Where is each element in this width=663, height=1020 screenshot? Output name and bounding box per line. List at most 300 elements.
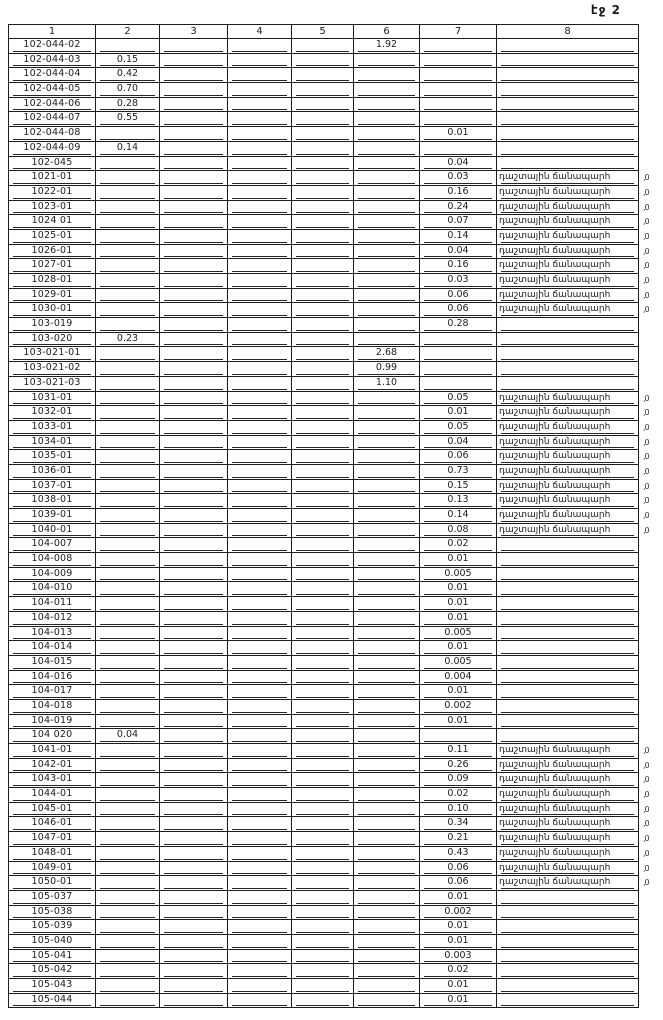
parcel-code-cell bbox=[8, 876, 96, 891]
cell-text: դաշտային ճանապարհ bbox=[499, 774, 611, 785]
cell-writing-line bbox=[296, 168, 349, 169]
cell-writing-line bbox=[296, 271, 349, 272]
parcel-code-cell bbox=[8, 421, 96, 436]
value-cell bbox=[228, 641, 292, 656]
cell-writing-line bbox=[13, 976, 91, 977]
cell-writing-line bbox=[232, 565, 287, 566]
cell-text: 104-008 bbox=[31, 553, 73, 565]
table-row bbox=[8, 817, 649, 832]
value-cell bbox=[292, 377, 354, 392]
cell-writing-line bbox=[501, 286, 634, 287]
cell-writing-line bbox=[501, 976, 634, 977]
cell-writing-line bbox=[358, 697, 415, 698]
table-row bbox=[8, 759, 649, 774]
cell-writing-line bbox=[358, 550, 415, 551]
cell-writing-line bbox=[501, 315, 634, 316]
cell-writing-line bbox=[358, 712, 415, 713]
cell-text: 0.55 bbox=[116, 112, 139, 124]
land-use-cell bbox=[497, 421, 639, 436]
area-value-cell bbox=[420, 318, 497, 333]
cell-writing-line bbox=[501, 844, 634, 845]
cell-writing-line bbox=[296, 579, 349, 580]
area-value-cell bbox=[420, 715, 497, 730]
cell-text: 104-011 bbox=[31, 597, 73, 609]
cell-writing-line bbox=[164, 124, 223, 125]
cell-writing-line bbox=[501, 785, 634, 786]
value-cell bbox=[160, 935, 228, 950]
cell-text: 0.14 bbox=[447, 229, 469, 241]
cell-writing-line bbox=[296, 976, 349, 977]
value-cell bbox=[354, 245, 420, 260]
area-value-cell bbox=[420, 171, 497, 186]
cell-writing-line bbox=[358, 227, 415, 228]
cell-text: 0.002 bbox=[444, 905, 472, 917]
cell-writing-line bbox=[100, 976, 155, 977]
cell-writing-line bbox=[296, 433, 349, 434]
cell-writing-line bbox=[501, 653, 634, 654]
parcel-code-cell bbox=[8, 98, 96, 113]
cell-writing-line bbox=[358, 814, 415, 815]
cell-text: 0.01 bbox=[447, 597, 469, 609]
cell-writing-line bbox=[100, 638, 155, 639]
land-use-cell bbox=[497, 112, 639, 127]
cell-writing-line bbox=[501, 198, 634, 199]
value-cell bbox=[354, 347, 420, 362]
cell-writing-line bbox=[13, 668, 91, 669]
cell-writing-line bbox=[164, 198, 223, 199]
table-row bbox=[8, 685, 649, 700]
cell-writing-line bbox=[296, 286, 349, 287]
table-row bbox=[8, 700, 649, 715]
cell-writing-line bbox=[296, 403, 349, 404]
cell-writing-line bbox=[424, 903, 492, 904]
value-cell bbox=[96, 392, 160, 407]
cell-writing-line bbox=[424, 491, 492, 492]
cell-writing-line bbox=[358, 682, 415, 683]
cell-writing-line bbox=[100, 359, 155, 360]
cell-text: դաշտային ճանապարհ bbox=[499, 421, 611, 432]
value-cell bbox=[160, 964, 228, 979]
value-cell bbox=[354, 333, 420, 348]
cell-writing-line bbox=[164, 344, 223, 345]
value-cell bbox=[354, 289, 420, 304]
cell-text: 102-044-02 bbox=[23, 39, 81, 50]
cell-writing-line bbox=[296, 535, 349, 536]
table-row bbox=[8, 847, 649, 862]
value-cell bbox=[292, 215, 354, 230]
cell-text: 1032-01 bbox=[31, 406, 73, 418]
cell-writing-line bbox=[358, 242, 415, 243]
value-cell bbox=[354, 83, 420, 98]
cell-writing-line bbox=[424, 154, 492, 155]
cell-text: 0.01 bbox=[447, 406, 469, 418]
area-value-cell bbox=[420, 671, 497, 686]
table-row bbox=[8, 436, 649, 451]
land-use-cell bbox=[497, 392, 639, 407]
value-cell bbox=[228, 259, 292, 274]
cell-writing-line bbox=[232, 550, 287, 551]
parcel-code-cell bbox=[8, 347, 96, 362]
cell-writing-line bbox=[296, 80, 349, 81]
value-cell bbox=[354, 803, 420, 818]
cell-text: 1043-01 bbox=[31, 773, 73, 785]
value-cell bbox=[228, 465, 292, 480]
cell-writing-line bbox=[232, 947, 287, 948]
parcel-code-cell bbox=[8, 127, 96, 142]
value-cell bbox=[160, 627, 228, 642]
value-cell bbox=[292, 68, 354, 83]
cell-writing-line bbox=[13, 154, 91, 155]
table-row bbox=[8, 68, 649, 83]
value-cell bbox=[228, 979, 292, 994]
area-value-cell bbox=[420, 788, 497, 803]
cell-writing-line bbox=[13, 477, 91, 478]
cell-writing-line bbox=[424, 991, 492, 992]
cell-writing-line bbox=[296, 198, 349, 199]
cell-text: 104-014 bbox=[31, 641, 73, 653]
cell-writing-line bbox=[358, 315, 415, 316]
cell-writing-line bbox=[424, 139, 492, 140]
land-use-cell bbox=[497, 450, 639, 465]
cell-text: դաշտային ճանապարհ bbox=[499, 172, 611, 183]
value-cell bbox=[354, 480, 420, 495]
cell-writing-line bbox=[164, 256, 223, 257]
parcel-code-cell bbox=[8, 480, 96, 495]
cell-writing-line bbox=[424, 198, 492, 199]
value-cell bbox=[228, 377, 292, 392]
cell-writing-line bbox=[232, 198, 287, 199]
cell-text: դաշտային ճանապարհ bbox=[499, 275, 611, 285]
value-cell bbox=[354, 862, 420, 877]
cell-writing-line bbox=[232, 800, 287, 801]
cell-writing-line bbox=[358, 198, 415, 199]
area-value-cell bbox=[420, 876, 497, 891]
value-cell bbox=[354, 553, 420, 568]
table-row bbox=[8, 744, 649, 759]
cell-writing-line bbox=[424, 212, 492, 213]
cell-text: 102-044-07 bbox=[23, 112, 81, 124]
cell-writing-line bbox=[296, 109, 349, 110]
table-row bbox=[8, 994, 649, 1009]
table-row bbox=[8, 553, 649, 568]
cell-writing-line bbox=[13, 198, 91, 199]
cell-writing-line bbox=[13, 653, 91, 654]
value-cell bbox=[228, 406, 292, 421]
value-cell bbox=[228, 98, 292, 113]
cell-writing-line bbox=[424, 286, 492, 287]
cell-writing-line bbox=[358, 903, 415, 904]
parcel-code-cell bbox=[8, 157, 96, 172]
land-use-cell bbox=[497, 509, 639, 524]
table-row bbox=[8, 656, 649, 671]
value-cell bbox=[354, 759, 420, 774]
cell-writing-line bbox=[100, 741, 155, 742]
cell-writing-line bbox=[232, 447, 287, 448]
cell-text: 105-037 bbox=[31, 890, 73, 902]
cell-text: 105-038 bbox=[31, 905, 73, 917]
value-cell bbox=[354, 847, 420, 862]
value-cell bbox=[96, 641, 160, 656]
cell-writing-line bbox=[164, 932, 223, 933]
value-cell bbox=[96, 465, 160, 480]
value-cell bbox=[228, 186, 292, 201]
cell-writing-line bbox=[232, 139, 287, 140]
margin-mark: ,0 bbox=[643, 290, 649, 300]
cell-writing-line bbox=[296, 668, 349, 669]
value-cell bbox=[292, 171, 354, 186]
value-cell bbox=[354, 627, 420, 642]
table-row bbox=[8, 612, 649, 627]
cell-writing-line bbox=[164, 682, 223, 683]
value-cell bbox=[292, 186, 354, 201]
cell-writing-line bbox=[13, 51, 91, 52]
cell-writing-line bbox=[100, 271, 155, 272]
margin-mark: ,0 bbox=[643, 790, 649, 800]
cell-writing-line bbox=[100, 565, 155, 566]
cell-writing-line bbox=[358, 403, 415, 404]
value-cell bbox=[292, 656, 354, 671]
cell-writing-line bbox=[13, 168, 91, 169]
cell-writing-line bbox=[164, 374, 223, 375]
cell-writing-line bbox=[501, 550, 634, 551]
cell-writing-line bbox=[296, 242, 349, 243]
value-cell bbox=[228, 715, 292, 730]
value-cell bbox=[96, 994, 160, 1009]
value-cell bbox=[96, 700, 160, 715]
cell-writing-line bbox=[13, 859, 91, 860]
table-row bbox=[8, 112, 649, 127]
land-use-cell bbox=[497, 347, 639, 362]
parcel-code-cell bbox=[8, 362, 96, 377]
value-cell bbox=[160, 465, 228, 480]
cell-writing-line bbox=[232, 814, 287, 815]
cell-writing-line bbox=[13, 300, 91, 301]
value-cell bbox=[96, 480, 160, 495]
cell-writing-line bbox=[164, 433, 223, 434]
value-cell bbox=[160, 362, 228, 377]
area-value-cell bbox=[420, 68, 497, 83]
area-value-cell bbox=[420, 524, 497, 539]
cell-writing-line bbox=[296, 1005, 349, 1006]
cell-text: 0.06 bbox=[447, 876, 469, 888]
cell-writing-line bbox=[501, 521, 634, 522]
cell-text: 1024 01 bbox=[31, 215, 73, 227]
cell-writing-line bbox=[100, 947, 155, 948]
area-value-cell bbox=[420, 920, 497, 935]
margin-mark: ,0 bbox=[643, 525, 649, 535]
value-cell bbox=[354, 671, 420, 686]
value-cell bbox=[292, 729, 354, 744]
area-value-cell bbox=[420, 436, 497, 451]
value-cell bbox=[228, 935, 292, 950]
value-cell bbox=[96, 920, 160, 935]
cell-text: 104-017 bbox=[31, 685, 73, 697]
value-cell bbox=[354, 39, 420, 54]
cell-writing-line bbox=[501, 51, 634, 52]
table-row bbox=[8, 891, 649, 906]
cell-writing-line bbox=[358, 389, 415, 390]
parcel-code-cell bbox=[8, 656, 96, 671]
cell-text: 102-044-04 bbox=[23, 68, 81, 80]
cell-writing-line bbox=[424, 80, 492, 81]
cell-writing-line bbox=[232, 535, 287, 536]
value-cell bbox=[354, 436, 420, 451]
value-cell bbox=[292, 964, 354, 979]
cell-writing-line bbox=[100, 462, 155, 463]
cell-text: 1040-01 bbox=[31, 523, 73, 535]
cell-writing-line bbox=[424, 609, 492, 610]
cell-writing-line bbox=[501, 80, 634, 81]
cell-writing-line bbox=[100, 51, 155, 52]
table-row bbox=[8, 186, 649, 201]
land-use-cell bbox=[497, 641, 639, 656]
value-cell bbox=[292, 582, 354, 597]
value-cell bbox=[160, 406, 228, 421]
cell-writing-line bbox=[424, 330, 492, 331]
cell-writing-line bbox=[501, 932, 634, 933]
land-use-cell bbox=[497, 98, 639, 113]
cell-text: 0.002 bbox=[444, 699, 472, 711]
land-use-cell bbox=[497, 685, 639, 700]
cell-writing-line bbox=[501, 433, 634, 434]
value-cell bbox=[292, 318, 354, 333]
value-cell bbox=[228, 950, 292, 965]
cell-writing-line bbox=[13, 315, 91, 316]
cell-text: 0.01 bbox=[447, 641, 469, 653]
cell-writing-line bbox=[232, 109, 287, 110]
value-cell bbox=[292, 950, 354, 965]
table-row bbox=[8, 671, 649, 686]
cell-writing-line bbox=[100, 726, 155, 727]
value-cell bbox=[292, 553, 354, 568]
cell-text: 0.08 bbox=[447, 523, 469, 535]
cell-text: 1041-01 bbox=[31, 744, 73, 755]
cell-writing-line bbox=[501, 888, 634, 889]
cell-writing-line bbox=[296, 712, 349, 713]
column-header-4: 4 bbox=[228, 24, 292, 39]
value-cell bbox=[354, 303, 420, 318]
land-use-cell bbox=[497, 538, 639, 553]
cell-writing-line bbox=[100, 286, 155, 287]
area-value-cell bbox=[420, 465, 497, 480]
cell-writing-line bbox=[164, 300, 223, 301]
margin-mark: ,0 bbox=[643, 422, 649, 432]
cell-text: 0.10 bbox=[447, 802, 469, 814]
cell-writing-line bbox=[232, 594, 287, 595]
value-cell bbox=[96, 186, 160, 201]
cell-writing-line bbox=[358, 65, 415, 66]
cell-writing-line bbox=[358, 168, 415, 169]
cell-writing-line bbox=[164, 506, 223, 507]
cell-text: 0.15 bbox=[447, 479, 469, 491]
value-cell bbox=[354, 700, 420, 715]
cell-writing-line bbox=[424, 550, 492, 551]
land-use-cell bbox=[497, 891, 639, 906]
cell-text: դաշտային ճանապարհ bbox=[499, 480, 611, 491]
cell-writing-line bbox=[100, 477, 155, 478]
value-cell bbox=[354, 186, 420, 201]
value-cell bbox=[160, 685, 228, 700]
cell-text: դաշտային ճանապարհ bbox=[499, 245, 611, 256]
table-row bbox=[8, 39, 649, 54]
cell-writing-line bbox=[232, 932, 287, 933]
value-cell bbox=[96, 685, 160, 700]
land-use-cell bbox=[497, 847, 639, 862]
area-value-cell bbox=[420, 627, 497, 642]
value-cell bbox=[160, 274, 228, 289]
cell-writing-line bbox=[424, 374, 492, 375]
cell-writing-line bbox=[232, 227, 287, 228]
cell-text: դաշտային ճանապարհ bbox=[499, 495, 611, 506]
cell-text: 0.70 bbox=[116, 83, 139, 95]
parcel-code-cell bbox=[8, 524, 96, 539]
cell-writing-line bbox=[296, 154, 349, 155]
cell-writing-line bbox=[424, 668, 492, 669]
table-row bbox=[8, 627, 649, 642]
parcel-code-cell bbox=[8, 685, 96, 700]
land-use-cell bbox=[497, 333, 639, 348]
parcel-code-cell bbox=[8, 773, 96, 788]
cell-writing-line bbox=[13, 124, 91, 125]
cell-writing-line bbox=[501, 638, 634, 639]
cell-writing-line bbox=[13, 873, 91, 874]
area-value-cell bbox=[420, 568, 497, 583]
margin-mark: ,0 bbox=[643, 393, 649, 403]
area-value-cell bbox=[420, 935, 497, 950]
value-cell bbox=[160, 979, 228, 994]
parcel-code-cell bbox=[8, 994, 96, 1009]
cell-text: 1046-01 bbox=[31, 817, 73, 829]
value-cell bbox=[96, 421, 160, 436]
cell-writing-line bbox=[232, 770, 287, 771]
value-cell bbox=[96, 406, 160, 421]
cell-writing-line bbox=[501, 374, 634, 375]
cell-writing-line bbox=[358, 95, 415, 96]
value-cell bbox=[160, 377, 228, 392]
value-cell bbox=[160, 186, 228, 201]
cell-writing-line bbox=[501, 418, 634, 419]
cell-writing-line bbox=[164, 594, 223, 595]
table-row bbox=[8, 54, 649, 69]
cell-writing-line bbox=[232, 212, 287, 213]
cell-writing-line bbox=[164, 447, 223, 448]
cell-writing-line bbox=[296, 227, 349, 228]
cell-writing-line bbox=[424, 462, 492, 463]
cell-writing-line bbox=[13, 829, 91, 830]
table-row bbox=[8, 362, 649, 377]
table-row bbox=[8, 715, 649, 730]
cell-writing-line bbox=[296, 315, 349, 316]
cell-writing-line bbox=[296, 624, 349, 625]
value-cell bbox=[160, 803, 228, 818]
value-cell bbox=[354, 994, 420, 1009]
parcel-code-cell bbox=[8, 406, 96, 421]
cell-writing-line bbox=[13, 330, 91, 331]
cell-writing-line bbox=[501, 917, 634, 918]
parcel-code-cell bbox=[8, 862, 96, 877]
area-value-cell bbox=[420, 979, 497, 994]
value-cell bbox=[228, 142, 292, 157]
parcel-code-cell bbox=[8, 847, 96, 862]
value-cell bbox=[354, 891, 420, 906]
cell-writing-line bbox=[296, 785, 349, 786]
value-cell bbox=[160, 201, 228, 216]
cell-writing-line bbox=[296, 565, 349, 566]
land-use-cell bbox=[497, 759, 639, 774]
cell-writing-line bbox=[100, 389, 155, 390]
value-cell bbox=[160, 98, 228, 113]
table-row bbox=[8, 230, 649, 245]
